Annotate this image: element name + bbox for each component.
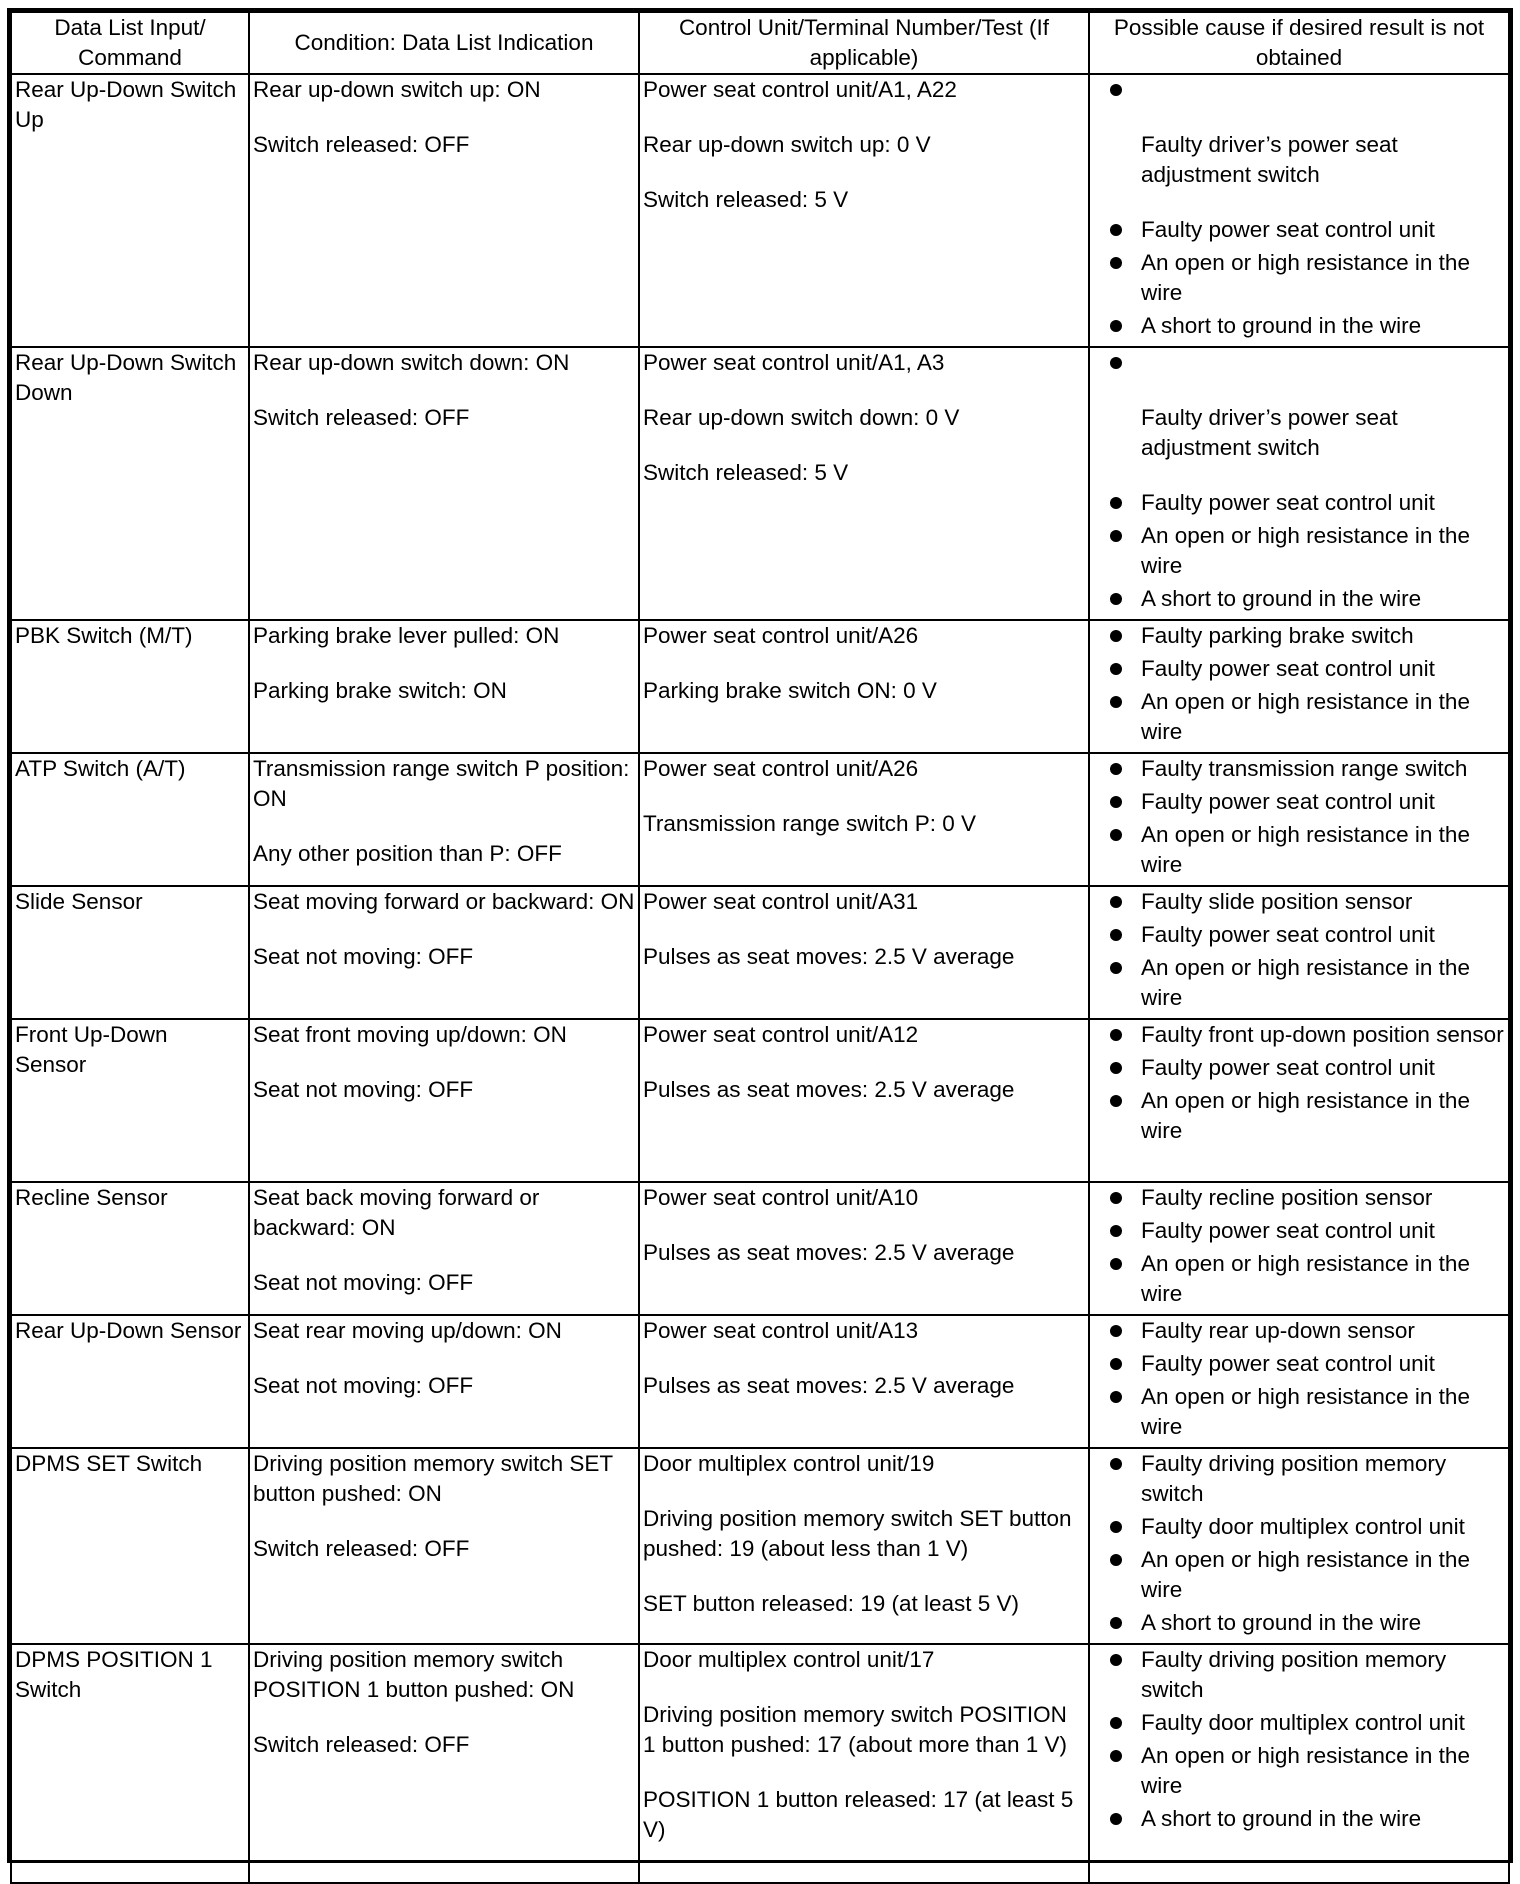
cell-control-unit [639, 753, 1089, 886]
table-row [11, 1448, 1509, 1644]
table-row [11, 347, 1509, 620]
condition-line: Seat not moving: OFF [253, 1270, 474, 1295]
condition-line: Seat not moving: OFF [253, 1077, 474, 1102]
cell-condition [249, 1448, 639, 1644]
cause-item: Faulty power seat control unit [1105, 1349, 1505, 1379]
cell-condition [249, 74, 639, 347]
cell-control-unit [639, 74, 1089, 347]
cause-item: Faulty transmission range switch [1105, 754, 1505, 784]
cell-condition [249, 753, 639, 886]
cause-item: Faulty rear up-down sensor [1105, 1316, 1505, 1346]
cell-possible-cause [1089, 886, 1509, 1019]
cell-possible-cause [1089, 74, 1509, 347]
cause-list [1093, 887, 1505, 1013]
cause-item: Faulty power seat control unit [1105, 654, 1505, 684]
cell-data-list-input: Slide Sensor [11, 886, 249, 1019]
cause-item: An open or high resistance in the wire [1105, 1545, 1505, 1605]
cell-condition [249, 1644, 639, 1883]
cause-list [1093, 754, 1505, 880]
cell-control-unit [639, 1182, 1089, 1315]
control-line: Power seat control unit/A1, A22 [643, 77, 957, 102]
data-list-table [10, 11, 1510, 1884]
cause-item [1105, 348, 1505, 378]
control-line: SET button released: 19 (at least 5 V) [643, 1591, 1020, 1616]
header-condition: Condition: Data List Indication [249, 12, 639, 74]
cell-possible-cause [1089, 1448, 1509, 1644]
cause-list [1093, 1449, 1505, 1638]
cell-control-unit [639, 1448, 1089, 1644]
cell-condition [249, 1019, 639, 1182]
cause-item: An open or high resistance in the wire [1105, 687, 1505, 747]
control-line: Driving position memory switch SET button pushed: 19 (about less than 1 V) [643, 1506, 1072, 1561]
cell-condition [249, 620, 639, 753]
cell-data-list-input: Recline Sensor [11, 1182, 249, 1315]
cause-item: A short to ground in the wire [1105, 1804, 1505, 1834]
control-line: Door multiplex control unit/19 [643, 1451, 935, 1476]
cell-data-list-input: ATP Switch (A/T) [11, 753, 249, 886]
cause-list [1093, 1020, 1505, 1146]
condition-line: Rear up-down switch up: ON [253, 77, 541, 102]
cell-control-unit [639, 347, 1089, 620]
table-row [11, 1182, 1509, 1315]
condition-line: Seat rear moving up/down: ON [253, 1318, 562, 1343]
cell-data-list-input: DPMS POSITION 1 Switch [11, 1644, 249, 1883]
cause-item: Faulty door multiplex control unit [1105, 1708, 1505, 1738]
cell-possible-cause [1089, 1019, 1509, 1182]
table-row [11, 1644, 1509, 1883]
cause-item: Faulty slide position sensor [1105, 887, 1505, 917]
cause-list [1093, 348, 1505, 614]
cell-possible-cause [1089, 347, 1509, 620]
cause-list [1093, 75, 1505, 341]
condition-line: Seat not moving: OFF [253, 1373, 474, 1398]
cell-possible-cause [1089, 620, 1509, 753]
data-list-table-document [7, 8, 1513, 1863]
table-row [11, 1019, 1509, 1182]
cause-item: Faulty power seat control unit [1105, 215, 1505, 245]
cause-item: Faulty front up-down position sensor [1105, 1020, 1505, 1050]
condition-line: Seat moving forward or backward: ON [253, 889, 635, 914]
cause-item: A short to ground in the wire [1105, 311, 1505, 341]
cell-condition [249, 347, 639, 620]
cell-possible-cause [1089, 1644, 1509, 1883]
control-line: Pulses as seat moves: 2.5 V average [643, 1373, 1015, 1398]
cause-item: An open or high resistance in the wire [1105, 820, 1505, 880]
cell-possible-cause [1089, 1182, 1509, 1315]
control-line: Pulses as seat moves: 2.5 V average [643, 1240, 1015, 1265]
control-line: Pulses as seat moves: 2.5 V average [643, 944, 1015, 969]
table-row [11, 620, 1509, 753]
cell-control-unit [639, 620, 1089, 753]
condition-line: Switch released: OFF [253, 1536, 470, 1561]
cell-control-unit [639, 1315, 1089, 1448]
cell-condition [249, 1315, 639, 1448]
cause-item: Faulty parking brake switch [1105, 621, 1505, 651]
cause-list [1093, 1645, 1505, 1834]
control-line: Parking brake switch ON: 0 V [643, 678, 937, 703]
control-line: Power seat control unit/A1, A3 [643, 350, 945, 375]
condition-line: Driving position memory switch POSITION 1 button pushed: ON [253, 1647, 575, 1702]
cell-control-unit [639, 1644, 1089, 1883]
cause-list [1093, 621, 1505, 747]
table-row [11, 753, 1509, 886]
cause-list [1093, 1316, 1505, 1442]
cause-item: An open or high resistance in the wire [1105, 953, 1505, 1013]
cause-item: Faulty driver’s power seat adjustment switch [1141, 405, 1398, 460]
control-line: Power seat control unit/A26 [643, 623, 919, 648]
control-line: Rear up-down switch down: 0 V [643, 405, 960, 430]
control-line: Door multiplex control unit/17 [643, 1647, 935, 1672]
condition-line: Rear up-down switch down: ON [253, 350, 570, 375]
cause-item: Faulty power seat control unit [1105, 1216, 1505, 1246]
cause-item: Faulty driving position memory switch [1105, 1645, 1505, 1705]
cell-condition [249, 1182, 639, 1315]
control-line: Transmission range switch P: 0 V [643, 811, 977, 836]
control-line: Power seat control unit/A10 [643, 1185, 919, 1210]
cause-item: Faulty driving position memory switch [1105, 1449, 1505, 1509]
header-possible-cause: Possible cause if desired result is not obtained [1089, 12, 1509, 74]
cell-data-list-input: PBK Switch (M/T) [11, 620, 249, 753]
cell-data-list-input: DPMS SET Switch [11, 1448, 249, 1644]
cell-possible-cause [1089, 1315, 1509, 1448]
control-line: Switch released: 5 V [643, 187, 849, 212]
control-line: POSITION 1 button released: 17 (at least 5 V) [643, 1787, 1074, 1842]
table-header [11, 12, 1509, 74]
condition-line: Seat front moving up/down: ON [253, 1022, 567, 1047]
cell-data-list-input: Rear Up-Down Switch Up [11, 74, 249, 347]
condition-line: Seat not moving: OFF [253, 944, 474, 969]
cell-control-unit [639, 886, 1089, 1019]
header-control-unit: Control Unit/Terminal Number/Test (If applicable) [639, 12, 1089, 74]
cause-item: An open or high resistance in the wire [1105, 1249, 1505, 1309]
cause-item: A short to ground in the wire [1105, 1608, 1505, 1638]
condition-line: Switch released: OFF [253, 405, 470, 430]
cause-item: An open or high resistance in the wire [1105, 1741, 1505, 1801]
table-row [11, 886, 1509, 1019]
cause-item: Faulty power seat control unit [1105, 1053, 1505, 1083]
cell-possible-cause [1089, 753, 1509, 886]
condition-line: Transmission range switch P position: ON [253, 756, 630, 811]
cause-item: Faulty power seat control unit [1105, 488, 1505, 518]
cause-item: An open or high resistance in the wire [1105, 1382, 1505, 1442]
control-line: Pulses as seat moves: 2.5 V average [643, 1077, 1015, 1102]
control-line: Power seat control unit/A31 [643, 889, 919, 914]
header-data-list-input: Data List Input/ Command [11, 12, 249, 74]
control-line: Switch released: 5 V [643, 460, 849, 485]
cell-data-list-input: Rear Up-Down Sensor [11, 1315, 249, 1448]
cause-list [1093, 1183, 1505, 1309]
cause-item: Faulty recline position sensor [1105, 1183, 1505, 1213]
cause-item: A short to ground in the wire [1105, 584, 1505, 614]
cell-condition [249, 886, 639, 1019]
cause-item: Faulty driver’s power seat adjustment switch [1141, 132, 1398, 187]
cause-item [1105, 75, 1505, 105]
condition-line: Any other position than P: OFF [253, 841, 562, 866]
condition-line: Switch released: OFF [253, 1732, 470, 1757]
cell-data-list-input: Front Up-Down Sensor [11, 1019, 249, 1182]
condition-line: Driving position memory switch SET button pushed: ON [253, 1451, 613, 1506]
condition-line: Seat back moving forward or backward: ON [253, 1185, 540, 1240]
cause-item: Faulty door multiplex control unit [1105, 1512, 1505, 1542]
cause-item: Faulty power seat control unit [1105, 920, 1505, 950]
control-line: Driving position memory switch POSITION 1 button pushed: 17 (about more than 1 V) [643, 1702, 1068, 1757]
cell-control-unit [639, 1019, 1089, 1182]
table-body [11, 74, 1509, 1883]
condition-line: Parking brake switch: ON [253, 678, 507, 703]
cell-data-list-input: Rear Up-Down Switch Down [11, 347, 249, 620]
cause-item: An open or high resistance in the wire [1105, 1086, 1505, 1146]
control-line: Power seat control unit/A12 [643, 1022, 919, 1047]
cause-item: An open or high resistance in the wire [1105, 248, 1505, 308]
table-row [11, 1315, 1509, 1448]
condition-line: Parking brake lever pulled: ON [253, 623, 560, 648]
control-line: Rear up-down switch up: 0 V [643, 132, 931, 157]
control-line: Power seat control unit/A13 [643, 1318, 919, 1343]
cause-item: An open or high resistance in the wire [1105, 521, 1505, 581]
condition-line: Switch released: OFF [253, 132, 470, 157]
header-row [11, 12, 1509, 74]
control-line: Power seat control unit/A26 [643, 756, 919, 781]
table-row [11, 74, 1509, 347]
cause-item: Faulty power seat control unit [1105, 787, 1505, 817]
